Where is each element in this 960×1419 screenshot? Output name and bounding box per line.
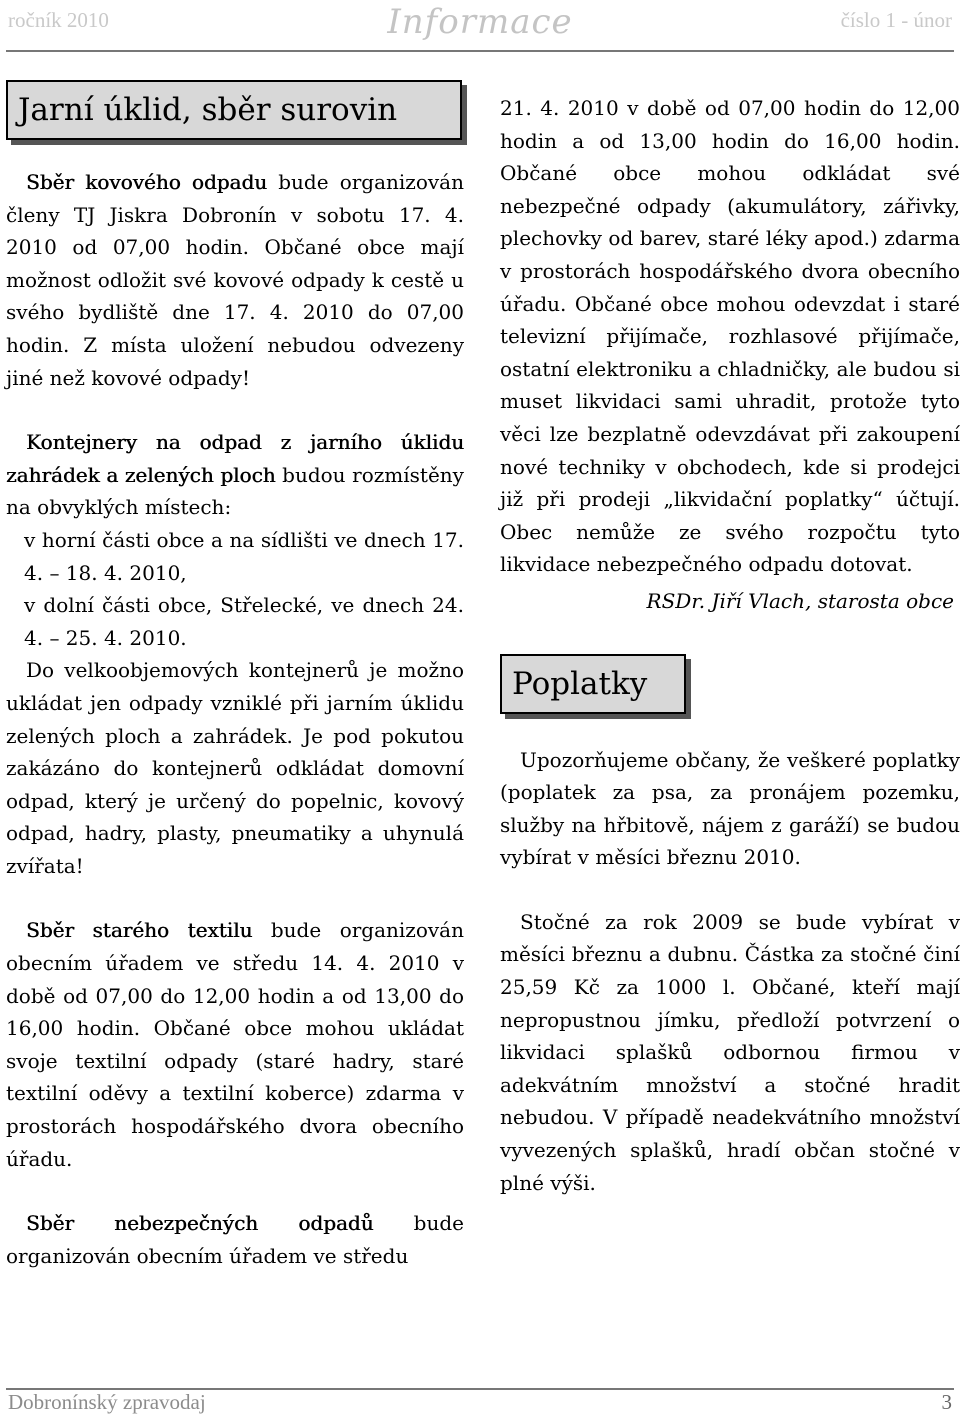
section-heading-fees: Poplatky (500, 654, 686, 714)
right-column (500, 92, 960, 1199)
page-header (0, 0, 960, 52)
sewage-paragraph: Stočné za rok 2009 se bude vybírat v měsíci březnu a dubnu. Částka za stočné činí 25,59 Kč za 1000 l. Občané, kteří mají nepropustnou jímku, předloží potvrzení o likvidaci splašků odbornou firmou v adekvátním množství a stočné hradit nebudou. V případě neadekvátního množství vyvezených splašků, hradí občan stočné v plné výši. (500, 909, 960, 1195)
header-rule (6, 50, 954, 52)
containers-place-upper: v horní části obce a na sídlišti ve dnech 17. 4. – 18. 4. 2010, (24, 527, 464, 585)
metal-waste-paragraph (6, 166, 464, 394)
left-column (6, 80, 464, 1272)
page-number: 3 (941, 1390, 952, 1414)
fees-paragraph: Upozorňujeme občany, že veškeré poplatky (poplatek za psa, za pronájem pozemku, služby na hřbitově, nájem z garáží) se budou vybírat v měsíci březnu 2010. (500, 747, 960, 870)
signature: RSDr. Jiří Vlach, starosta obce (646, 588, 954, 613)
hazardous-continued: 21. 4. 2010 v době od 07,00 hodin do 12,00 hodin a od 13,00 hodin do 16,00 hodin. Občané obce mohou odkládat své nebezpečné odpady (akumulátory, zářivky, plechovky od barev, staré léky apod.) zdarma v prostorách hospodářského dvora obecního úřadu. Občané obce mohou odevzdat i staré televizní přijímače, rozhlasové přijímače, ostatní elektroniku a chladničky, ale budou si muset likvidaci sami uhradit, protože tyto věci lze bezplatně odevzdávat při zakoupení nové techniky v obchodech, kde si prodejci již při prodeji „likvidační poplatky“ účtují. Obec nemůže ze svého rozpočtu tyto likvidace nebezpečného odpadu dotovat. (500, 96, 960, 577)
volume-label: ročník 2010 (8, 8, 109, 32)
textile-lead: Sběr starého textilu (26, 918, 253, 943)
textile-paragraph (6, 914, 464, 1175)
issue-label: číslo 1 - únor (840, 8, 952, 32)
containers-paragraph (6, 426, 464, 524)
hazardous-paragraph (6, 1207, 464, 1272)
metal-waste-text: bude organizován členy TJ Jiskra Dobronín v sobotu 17. 4. 2010 od 07,00 hodin. Občané obce mají možnost odložit své kovové odpady k cestě u svého bydliště dne 17. 4. 2010 do 07,00 hodin. Z místa uložení nebudou odvezeny jiné než kovové odpady! (6, 170, 464, 390)
publication-name: Dobronínský zpravodaj (8, 1390, 206, 1414)
hazardous-lead: Sběr nebezpečných odpadů (26, 1211, 374, 1236)
newsletter-title: Informace (387, 2, 573, 42)
containers-text: budou rozmístěny na obvyklých místech: (6, 462, 464, 520)
containers-lead: Kontejnery na odpad z jarního úklidu zahrádek a zelených ploch (6, 430, 464, 487)
hazardous-text: bude organizován obecním úřadem ve středu (6, 1211, 464, 1268)
section-heading-spring-cleanup: Jarní úklid, sběr surovin (6, 80, 462, 140)
metal-waste-lead: Sběr kovového odpadu (26, 170, 268, 194)
textile-text: bude organizován obecním úřadem ve středu 14. 4. 2010 v době od 07,00 do 12,00 hodin a od 13,00 do 16,00 hodin. Občané obce mohou ukládat svoje textilní odpady (staré hadry, staré textilní oděvy a textilní koberce) zdarma v prostorách hospodářského dvora obecního úřadu. (6, 918, 464, 1171)
containers-place-lower: v dolní části obce, Střelecké, ve dnech 24. 4. – 25. 4. 2010. (24, 593, 464, 650)
containers-note: Do velkoobjemových kontejnerů je možno ukládat jen odpady vzniklé při jarním úklidu zelených ploch a zahrádek. Je pod pokutou zakázáno do kontejnerů odkládat domovní odpad, který je určený do popelnic, kovový odpad, hadry, plasty, pneumatiky a uhynulá zvířata! (6, 658, 464, 878)
